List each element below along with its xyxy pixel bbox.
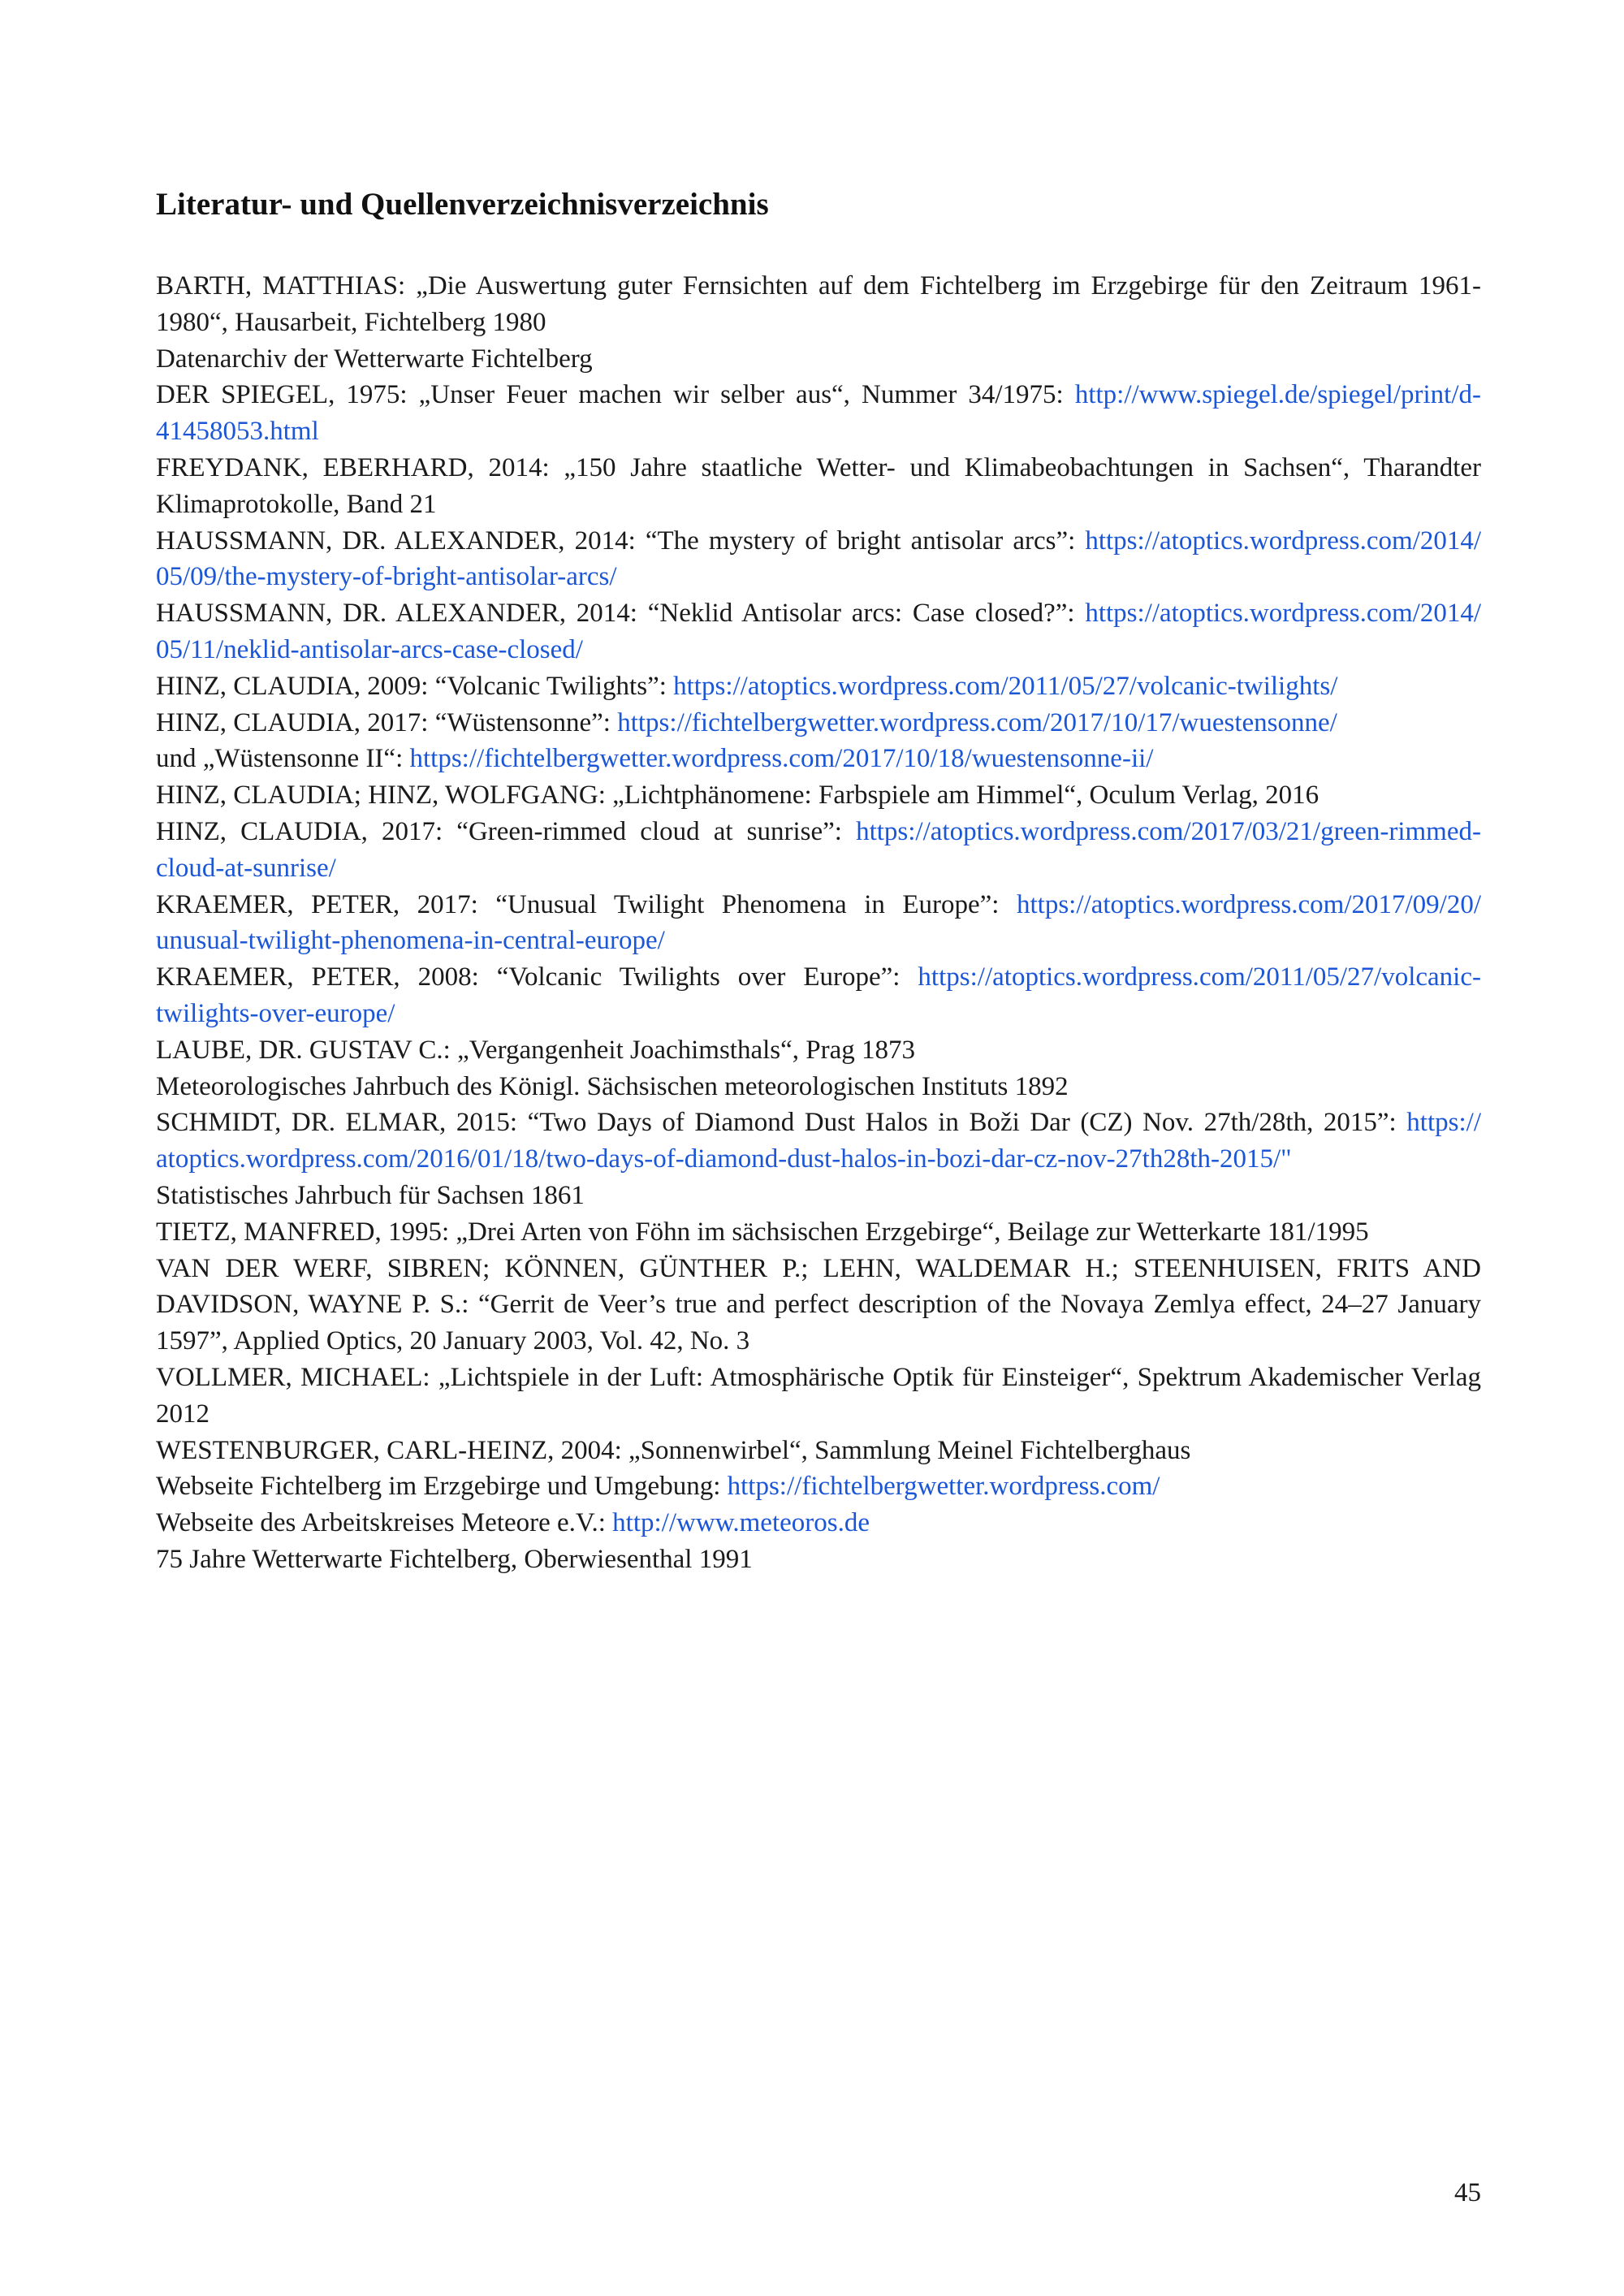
bibliography-entry xyxy=(156,377,1481,450)
bibliography-entry xyxy=(156,341,1481,378)
bibliography-entry xyxy=(156,268,1481,341)
bibliography-entry xyxy=(156,741,1481,777)
entry-link[interactable]: https://atoptics.wordpress.com/2017/09/20/unusual-twilight-phenomena-in-central-europe/ xyxy=(156,889,1481,956)
bibliography-entry xyxy=(156,887,1481,960)
entry-text: FREYDANK, EBERHARD, 2014: „150 Jahre staatliche Wetter- und Klimabeobachtungen in Sachsen“, Tharandter Klimaprotokolle, Band 21 xyxy=(156,452,1481,519)
bibliography-entry xyxy=(156,668,1481,705)
bibliography-entry xyxy=(156,1032,1481,1069)
entry-link[interactable]: https://atoptics.wordpress.com/2017/03/21/green-rimmed-cloud-at-sunrise/ xyxy=(156,816,1481,883)
entry-text: DER SPIEGEL, 1975: „Unser Feuer machen wir selber aus“, Nummer 34/1975: xyxy=(156,380,1075,410)
bibliography-entry xyxy=(156,1251,1481,1360)
entry-text: Datenarchiv der Wetterwarte Fichtelberg xyxy=(156,344,593,374)
entry-text: SCHMIDT, DR. ELMAR, 2015: “Two Days of Diamond Dust Halos in Boži Dar (CZ) Nov. 27th/28th, 2015”: xyxy=(156,1108,1407,1138)
entry-text: TIETZ, MANFRED, 1995: „Drei Arten von Föhn im sächsischen Erzgebirge“, Beilage zur Wetterkarte 181/1995 xyxy=(156,1217,1369,1247)
entry-link[interactable]: https://atoptics.wordpress.com/2011/05/27/volcanic-twilights-over-europe/ xyxy=(156,962,1481,1028)
entry-text: 75 Jahre Wetterwarte Fichtelberg, Oberwiesenthal 1991 xyxy=(156,1544,753,1574)
entry-link[interactable]: https://atoptics.wordpress.com/2016/01/18/two-days-of-diamond-dust-halos-in-bozi-dar-cz-nov-27th28th-2015/" xyxy=(156,1108,1481,1174)
entry-text: WESTENBURGER, CARL-HEINZ, 2004: „Sonnenwirbel“, Sammlung Meinel Fichtelberghaus xyxy=(156,1435,1191,1465)
bibliography-entry xyxy=(156,595,1481,668)
entry-link[interactable]: https://atoptics.wordpress.com/2011/05/27/volcanic-twilights/ xyxy=(673,671,1338,701)
entry-text: und „Wüstensonne II“: xyxy=(156,744,410,774)
entry-link[interactable]: http://www.spiegel.de/spiegel/print/d-41458053.html xyxy=(156,380,1481,447)
bibliography-entry xyxy=(156,1505,1481,1541)
entry-text: BARTH, MATTHIAS: „Die Auswertung guter Fernsichten auf dem Fichtelberg im Erzgebirge für den Zeitraum 1961-1980“, Hausarbeit, Fichtelberg 1980 xyxy=(156,271,1481,337)
entry-text: KRAEMER, PETER, 2017: “Unusual Twilight Phenomena in Europe”: xyxy=(156,889,1017,919)
entry-text: HINZ, CLAUDIA; HINZ, WOLFGANG: „Lichtphänomene: Farbspiele am Himmel“, Oculum Verlag, 2016 xyxy=(156,780,1320,811)
bibliography-entry xyxy=(156,1178,1481,1214)
entry-text: Webseite Fichtelberg im Erzgebirge und Umgebung: xyxy=(156,1472,728,1502)
bibliography-entry xyxy=(156,1541,1481,1578)
entry-link[interactable]: https://atoptics.wordpress.com/2014/05/09/the-mystery-of-bright-antisolar-arcs/ xyxy=(156,525,1481,592)
bibliography-entry xyxy=(156,1433,1481,1469)
entry-link[interactable]: https://atoptics.wordpress.com/2014/05/11/neklid-antisolar-arcs-case-closed/ xyxy=(156,599,1481,664)
bibliography-entry xyxy=(156,814,1481,887)
bibliography-entry xyxy=(156,1214,1481,1251)
entry-text: KRAEMER, PETER, 2008: “Volcanic Twilights over Europe”: xyxy=(156,962,918,992)
bibliography-entry xyxy=(156,959,1481,1032)
bibliography-list xyxy=(156,268,1481,1578)
bibliography-entry xyxy=(156,1360,1481,1433)
entry-link[interactable]: http://www.meteoros.de xyxy=(612,1508,870,1538)
bibliography-entry xyxy=(156,1468,1481,1505)
entry-link[interactable]: https://fichtelbergwetter.wordpress.com/2017/10/18/wuestensonne-ii/ xyxy=(409,744,1154,774)
bibliography-entry xyxy=(156,705,1481,742)
entry-link[interactable]: https://fichtelbergwetter.wordpress.com/ xyxy=(727,1472,1160,1502)
entry-text: HAUSSMANN, DR. ALEXANDER, 2014: “The mystery of bright antisolar arcs”: xyxy=(156,525,1086,556)
entry-link[interactable]: https://fichtelbergwetter.wordpress.com/2017/10/17/wuestensonne/ xyxy=(617,707,1337,737)
bibliography-entry xyxy=(156,777,1481,814)
entry-text: HINZ, CLAUDIA, 2009: “Volcanic Twilights”: xyxy=(156,671,674,701)
bibliography-entry xyxy=(156,1069,1481,1105)
entry-text: Webseite des Arbeitskreises Meteore e.V.: xyxy=(156,1508,613,1538)
page-number: 45 xyxy=(1454,2178,1481,2207)
page-title: Literatur- und Quellenverzeichnisverzeichnis xyxy=(156,187,769,222)
entry-text: HINZ, CLAUDIA, 2017: “Wüstensonne”: xyxy=(156,707,618,737)
entry-text: VAN DER WERF, SIBREN; KÖNNEN, GÜNTHER P.; LEHN, WALDEMAR H.; STEENHUISEN, FRITS AND DAVIDSON, WAYNE P. S.: “Gerrit de Veer’s true and perfect description of the Novaya Zemlya effect, 24–27 January 1597”, Applied Optics, 20 January 2003, Vol. 42, No. 3 xyxy=(156,1253,1481,1356)
entry-text: VOLLMER, MICHAEL: „Lichtspiele in der Luft: Atmosphärische Optik für Einsteiger“, Spektrum Akademischer Verlag 2012 xyxy=(156,1362,1481,1429)
bibliography-entry xyxy=(156,450,1481,523)
bibliography-entry xyxy=(156,1105,1481,1178)
bibliography-entry xyxy=(156,523,1481,596)
entry-text: Meteorologisches Jahrbuch des Königl. Sächsischen meteorologischen Instituts 1892 xyxy=(156,1071,1069,1101)
entry-text: LAUBE, DR. GUSTAV C.: „Vergangenheit Joachimsthals“, Prag 1873 xyxy=(156,1035,916,1065)
entry-text: HINZ, CLAUDIA, 2017: “Green-rimmed cloud at sunrise”: xyxy=(156,816,857,846)
page-content xyxy=(156,184,1481,1578)
entry-text: Statistisches Jahrbuch für Sachsen 1861 xyxy=(156,1180,585,1210)
entry-text: HAUSSMANN, DR. ALEXANDER, 2014: “Neklid Antisolar arcs: Case closed?”: xyxy=(156,599,1086,629)
